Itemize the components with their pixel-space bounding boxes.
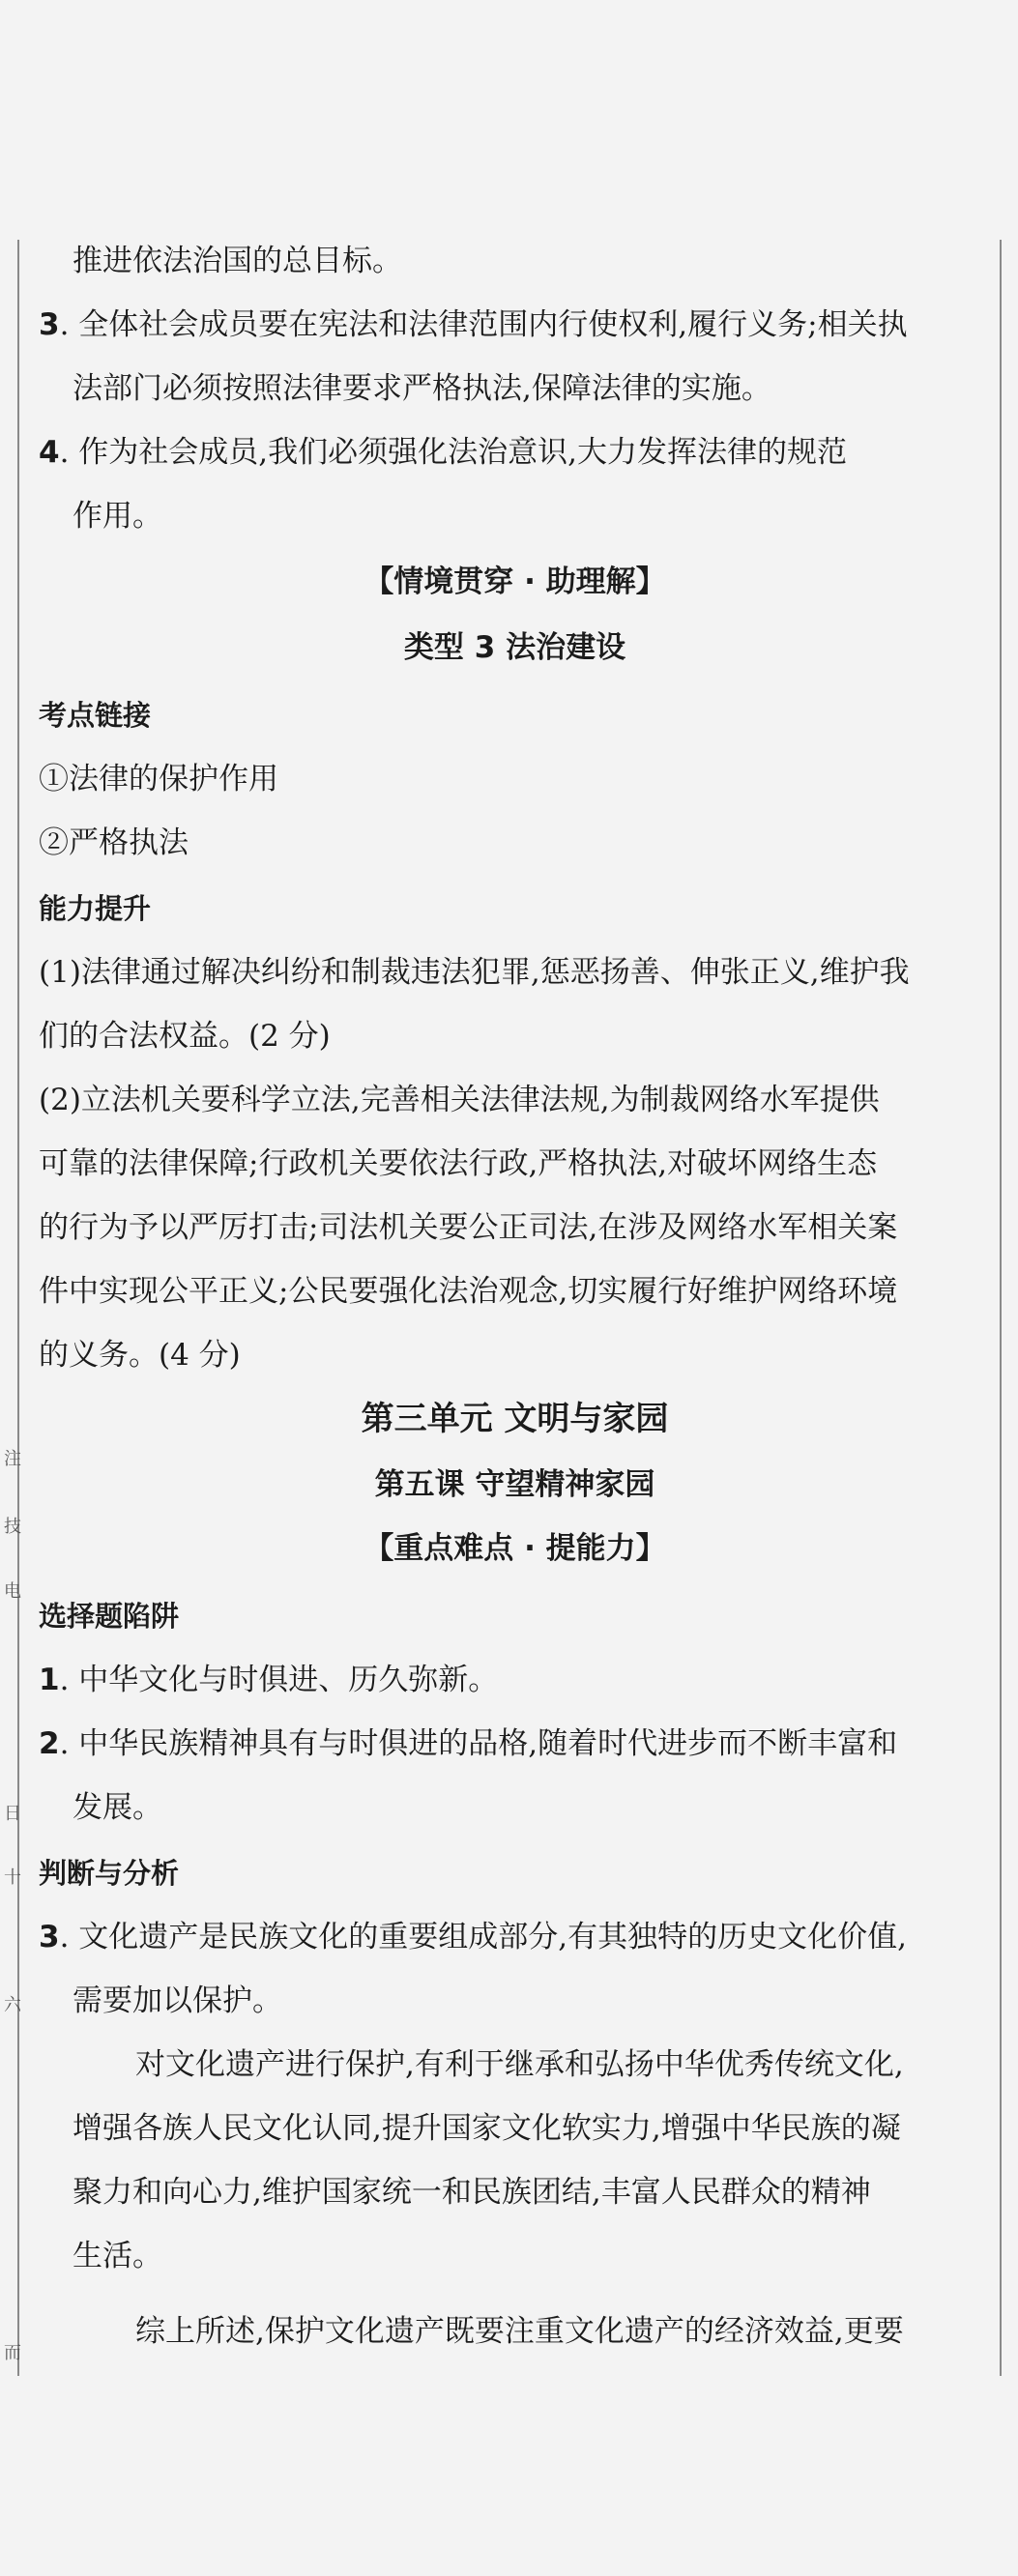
list-item: [39, 1916, 991, 1958]
margin-glyph: 十: [4, 1867, 21, 1888]
text-line: 对文化遗产进行保护,有利于继承和弘扬中华优秀传统文化,: [135, 2047, 904, 2082]
text-line: 综上所述,保护文化遗产既要注重文化遗产的经济效益,更要: [135, 2314, 904, 2349]
section-banner: 【重点难点 · 提能力】: [364, 1531, 666, 1566]
margin-glyph: 日: [4, 1804, 21, 1824]
lesson-title: 第五课 守望精神家园: [374, 1467, 655, 1502]
margin-glyph: 技: [4, 1517, 21, 1537]
item-text: . 文化遗产是民族文化的重要组成部分,有其独特的历史文化价值,: [59, 1920, 907, 1954]
left-margin-rule: [17, 240, 19, 2376]
text-line: 作用。: [73, 499, 162, 534]
unit-title: 第三单元 文明与家园: [361, 1400, 669, 1438]
item-number: 4: [39, 435, 60, 470]
subheading-nengli: 能力提升: [39, 892, 152, 925]
margin-glyph: 注: [4, 1449, 21, 1469]
item-text: . 作为社会成员,我们必须强化法治意识,大力发挥法律的规范: [59, 435, 847, 470]
item-number: 3: [39, 1920, 60, 1954]
text-line: (1)法律通过解决纠纷和制裁违法犯罪,惩恶扬善、伸张正义,维护我: [39, 955, 910, 990]
type-title: 类型 3 法治建设: [403, 630, 626, 665]
text-line: 需要加以保护。: [73, 1983, 282, 2018]
list-item: [39, 431, 991, 474]
list-item: [39, 1722, 991, 1765]
kaodian-item: ①法律的保护作用: [39, 762, 278, 796]
item-number: 3: [39, 307, 60, 342]
text-line: 的行为予以严厉打击;司法机关要公正司法,在涉及网络水军相关案: [39, 1210, 898, 1245]
subheading-kaodian: 考点链接: [39, 699, 152, 732]
list-item: [39, 304, 991, 346]
text-line: 法部门必须按照法律要求严格执法,保障法律的实施。: [73, 371, 771, 406]
text-line: 聚力和向心力,维护国家统一和民族团结,丰富人民群众的精神: [73, 2175, 871, 2210]
text-line: 发展。: [73, 1790, 162, 1825]
text-line: 件中实现公平正义;公民要强化法治观念,切实履行好维护网络环境: [39, 1274, 898, 1309]
section-banner: 【情境贯穿 · 助理解】: [364, 564, 666, 599]
item-number: 1: [39, 1663, 60, 1697]
text-line: 的义务。(4 分): [39, 1338, 241, 1373]
text-line: 们的合法权益。(2 分): [39, 1019, 331, 1054]
text-line: 增强各族人民文化认同,提升国家文化软实力,增强中华民族的凝: [73, 2111, 901, 2146]
margin-glyph: 而: [4, 2343, 21, 2363]
item-text: . 中华民族精神具有与时俱进的品格,随着时代进步而不断丰富和: [59, 1726, 898, 1761]
item-number: 2: [39, 1726, 60, 1761]
subheading-panduan: 判断与分析: [39, 1857, 180, 1890]
text-line: (2)立法机关要科学立法,完善相关法律法规,为制裁网络水军提供: [39, 1083, 880, 1117]
text-line: 生活。: [73, 2239, 162, 2273]
margin-glyph: 电: [4, 1581, 21, 1602]
right-margin-rule: [1000, 240, 1002, 2376]
kaodian-item: ②严格执法: [39, 825, 189, 860]
text-line: 推进依法治国的总目标。: [73, 244, 402, 278]
item-text: . 中华文化与时俱进、历久弥新。: [59, 1663, 499, 1697]
text-line: 可靠的法律保障;行政机关要依法行政,严格执法,对破坏网络生态: [39, 1146, 878, 1181]
margin-glyph: 六: [4, 1995, 21, 2015]
item-text: . 全体社会成员要在宪法和法律范围内行使权利,履行义务;相关执: [59, 307, 908, 342]
list-item: [39, 1659, 991, 1701]
subheading-xuanze: 选择题陷阱: [39, 1600, 180, 1633]
